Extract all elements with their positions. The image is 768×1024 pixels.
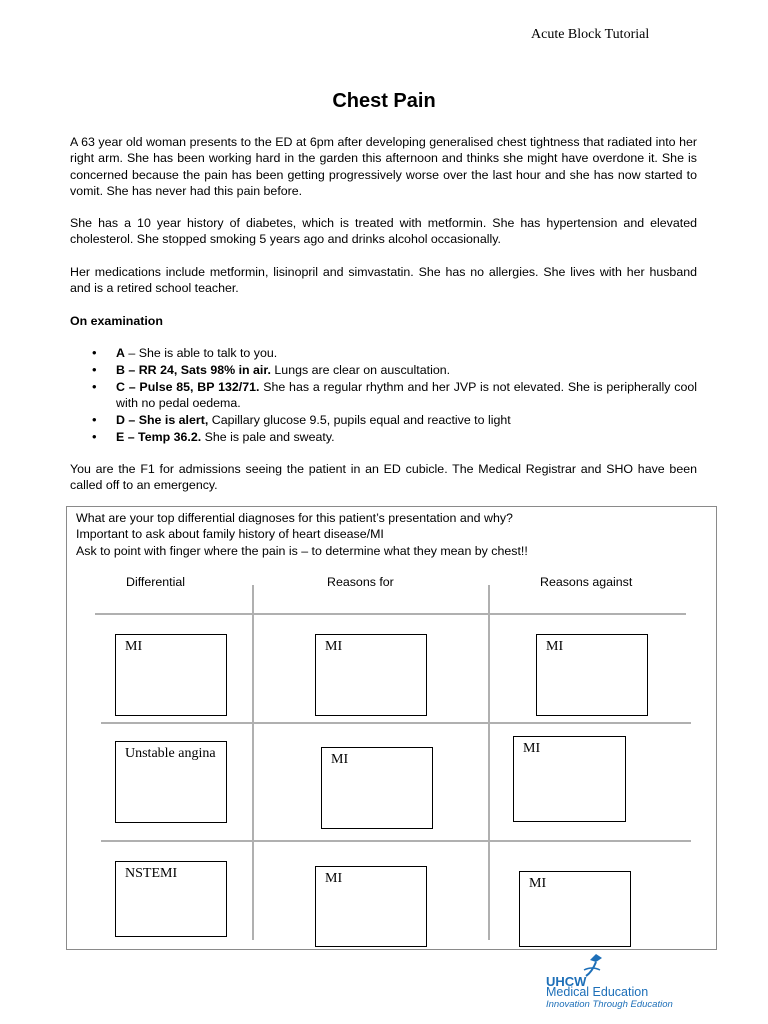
exam-item-e <box>70 429 697 446</box>
grid-line-horizontal <box>101 840 691 842</box>
grid-line-horizontal <box>95 613 686 615</box>
case-paragraph-4: You are the F1 for admissions seeing the patient in an ED cubicle. The Medical Registrar and SHO have been called off to an emergency. <box>70 462 697 493</box>
exam-item-text: – She is able to talk to you. <box>124 346 278 360</box>
logo-tagline: Innovation Through Education <box>546 999 673 1010</box>
exam-item-label: D – She is alert, <box>116 413 209 428</box>
logo-subtitle: Medical Education <box>546 985 649 999</box>
question-line-2: Important to ask about family history of heart disease/MI <box>76 527 384 541</box>
exam-item-text: Lungs are clear on auscultation. <box>270 362 451 377</box>
answer-cell-reasons-against: MI <box>536 634 648 716</box>
answer-cell-reasons-against: MI <box>513 736 626 822</box>
column-header-reasons-for: Reasons for <box>327 575 394 589</box>
examination-list <box>70 345 697 446</box>
answer-cell-differential: MI <box>115 634 227 716</box>
question-line-3: Ask to point with finger where the pain is – to determine what they mean by chest!! <box>76 544 528 558</box>
exam-item-c <box>70 379 697 413</box>
exam-item-b <box>70 362 697 379</box>
exam-item-a <box>70 345 697 362</box>
case-paragraph-3: Her medications include metformin, lisinopril and simvastatin. She has no allergies. She lives with her husband and is a retired school teacher. <box>70 265 697 296</box>
answer-cell-reasons-for: MI <box>315 866 427 947</box>
answer-cell-reasons-against: MI <box>519 871 631 947</box>
exam-item-label: E – Temp 36.2. <box>116 429 202 444</box>
header-title: Acute Block Tutorial <box>531 27 650 42</box>
exam-item-text: She is pale and sweaty. <box>201 429 335 444</box>
answer-cell-differential: NSTEMI <box>115 861 227 937</box>
logo-name: UHCW <box>546 974 587 989</box>
question-line-1: What are your top differential diagnoses for this patient’s presentation and why? <box>76 511 513 525</box>
grid-line-horizontal <box>101 722 691 724</box>
grid-line-vertical <box>252 585 254 940</box>
case-paragraph-2: She has a 10 year history of diabetes, which is treated with metformin. She has hypertension and elevated cholesterol. She stopped smoking 5 years ago and drinks alcohol occasionally. <box>70 216 697 247</box>
page-title: Chest Pain <box>332 90 436 112</box>
exam-item-label: C – Pulse 85, BP 132/71. <box>116 379 260 394</box>
column-header-differential: Differential <box>126 575 186 589</box>
column-header-reasons-against: Reasons against <box>540 575 633 589</box>
exam-item-label: B – RR 24, Sats 98% in air. <box>116 362 271 377</box>
answer-cell-differential: Unstable angina <box>115 741 227 823</box>
exam-item-text: She has a regular rhythm and her JVP is not elevated. She is peripherally cool with no pedal oedema. <box>116 379 697 411</box>
grid-line-vertical <box>488 585 490 940</box>
answer-cell-reasons-for: MI <box>315 634 427 716</box>
exam-item-d <box>70 412 697 429</box>
exam-item-text: Capillary glucose 9.5, pupils equal and reactive to light <box>208 413 511 428</box>
answer-cell-reasons-for: MI <box>321 747 433 829</box>
case-paragraph-1: A 63 year old woman presents to the ED at 6pm after developing generalised chest tightness that radiated into her right arm. She has been working hard in the garden this afternoon and thinks she might have overdone it. She is concerned because the pain has been getting progressively worse over the last hour and she has now started to vomit. She has never had this pain before. <box>70 135 697 199</box>
examination-heading: On examination <box>70 314 163 328</box>
exam-item-label: A <box>116 346 125 360</box>
